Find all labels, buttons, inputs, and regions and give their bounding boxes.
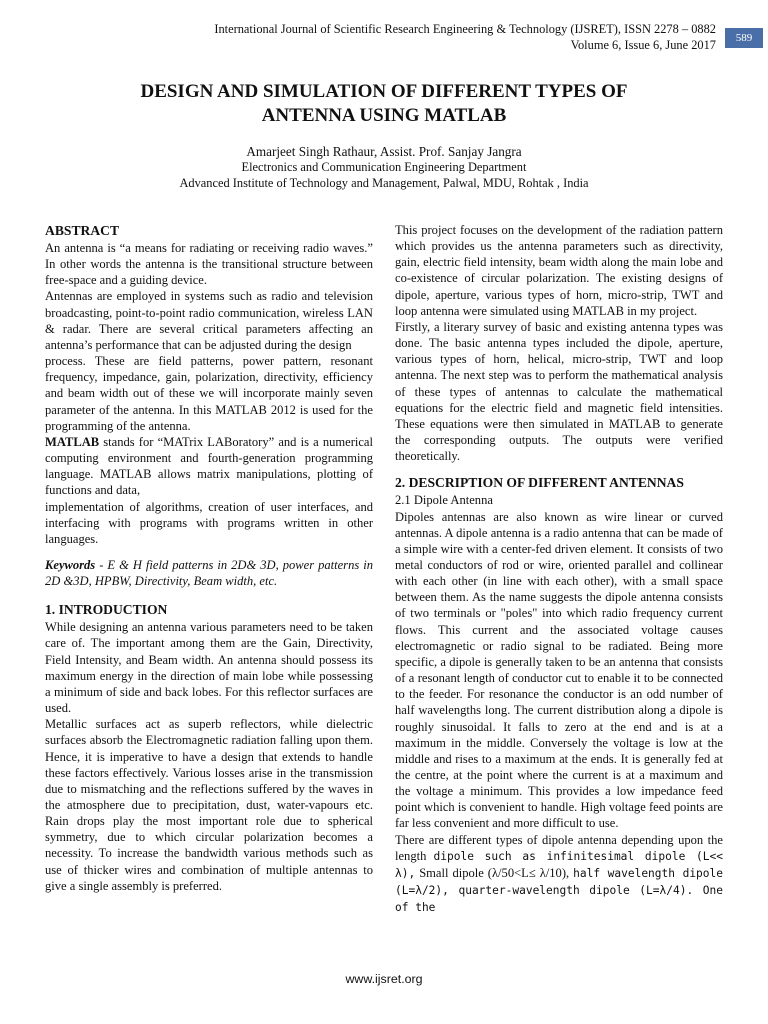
keywords-text: - E & H field patterns in 2D& 3D, power patterns in 2D &3D, HPBW, Directivity, Beam width, etc. — [45, 557, 373, 589]
affiliation-department: Electronics and Communication Engineering Department — [241, 160, 527, 174]
matlab-bold: MATLAB — [45, 434, 100, 449]
keywords — [45, 557, 373, 589]
footer-url[interactable]: www.ijsret.org — [345, 972, 423, 986]
abstract-paragraph-3: process. These are field patterns, power pattern, resonant frequency, impedance, gain, polarization, directivity, efficiency and beam width out of these we will incorporate mainly seven parameter of the antenna. In this MATLAB 2012 is used for the programming of the antenna. — [45, 354, 373, 433]
journal-header: International Journal of Scientific Research Engineering & Technology (IJSRET), ISSN 2278 – 0882 — [214, 22, 716, 36]
introduction-paragraph-1: While designing an antenna various parameters need to be taken care of. The important among them are the Gain, Directivity, Field Intensity, and Beam width. An antenna should possess its maximum energy in the direction of main lobe while possessing a minimum of side and back lobes. For this reflector surfaces are used. — [45, 620, 373, 716]
project-paragraph: This project focuses on the development of the radiation pattern which provides us the antenna parameters such as directivity, gain, electric field intensity, beam width along the main lobe and co-existence of circular polarization. The existing designs of dipole, aperture, various types of horn, micro-strip, TWT and loop antenna were simulated using MATLAB in my project. — [395, 223, 723, 318]
dipole-types-mid: Small dipole (λ/50<L≤ λ/10), — [415, 865, 574, 880]
abstract-paragraph-4 — [45, 434, 373, 499]
dipole-types-text: There are different types of dipole antenna depending upon the length — [395, 832, 723, 863]
introduction-paragraph-2: Metallic surfaces act as superb reflectors, while dielectric surfaces absorb the Electromagnetic radiation falling upon them. Hence, it is imperative to have a design that extends to handle these factors effectively. Various losses arise in the transmission due to mismatching and the reflections suffered by the waves in the atmosphere due to precipitation, dust, water-vapours etc. Rain drops play the most important role due to spherical symmetry, due to which circular polarization becomes a necessity. To increase the bandwidth various methods such as use of thicker wires and combination of multiple antennas to give a single assembly is preferred. — [45, 717, 373, 893]
page-number-badge: 589 — [725, 28, 763, 48]
title-line-1: DESIGN AND SIMULATION OF DIFFERENT TYPES OF — [140, 81, 628, 102]
subsection-2-1-heading: 2.1 Dipole Antenna — [395, 493, 493, 508]
title-line-2: ANTENNA USING MATLAB — [261, 105, 507, 126]
introduction-heading: 1. INTRODUCTION — [45, 602, 168, 618]
abstract-paragraph-5: implementation of algorithms, creation of user interfaces, and interfacing with programs with programs written in other languages. — [45, 499, 373, 546]
abstract-heading: ABSTRACT — [45, 223, 120, 238]
section-2-heading: 2. DESCRIPTION OF DIFFERENT ANTENNAS — [395, 475, 684, 491]
dipole-types-mono-1: dipole such as infinitesimal dipole (L<< λ), — [395, 849, 723, 880]
abstract-paragraph-4-text: stands for “MATrix LABoratory” and is a numerical computing environment and fourth-generation programming language. MATLAB allows matrix manipulations, plotting of functions and data, — [45, 434, 373, 498]
affiliation-institute: Advanced Institute of Technology and Management, Palwal, MDU, Rohtak , India — [179, 176, 589, 190]
dipole-paragraph: Dipoles antennas are also known as wire linear or curved antennas. A dipole antenna is a radio antenna that can be made of a simple wire with a center-fed driven element. It consists of two metal conductors of rod or wire, oriented parallel and collinear with each other (in line with each other), with a small space between them. As the name suggests the dipole antenna consists of two terminals or "poles" into which radio frequency current flows. This current and the associated voltage causes electromagnetic or radio signal to be radiated. Being more specific, a dipole is generally taken to be an antenna that consists of a resonant length of conductor cut to enable it to be connected to the feeder. For resonance the conductor is an odd number of half wavelengths long. The current distribution along a dipole is roughly sinusoidal. It falls to zero at the end and is at a maximum in the middle. Conversely the voltage is low at the middle and rises to a maximum at the ends. It is generally fed at the centre, at the point where the current is at a maximum and the voltage a minimum. This provides a low impedance feed point which is convenient to handle. High voltage feed points are far less convenient and more difficult to use. — [395, 509, 723, 831]
abstract-paragraph-2: Antennas are employed in systems such as radio and television broadcasting, point-to-point radio communication, wireless LAN & radar. There are several critical parameters affecting an antenna’s performance that can be adjusted during the design — [45, 289, 373, 352]
volume-issue: Volume 6, Issue 6, June 2017 — [570, 38, 716, 52]
dipole-types-paragraph — [395, 832, 723, 917]
keywords-label: Keywords — [45, 557, 96, 572]
dipole-types-mono-2: half wavelength dipole (L=λ/2), quarter-wavelength dipole (L=λ/4). One of the — [395, 866, 723, 915]
paper-title — [0, 80, 768, 128]
authors: Amarjeet Singh Rathaur, Assist. Prof. Sanjay Jangra — [246, 144, 522, 159]
survey-paragraph: Firstly, a literary survey of basic and existing antenna types was done. The basic antenna types included the dipole, aperture, various types of horn, helical, micro-strip, TWT and loop antenna. The next step was to perform the mathematical analysis of these types of antennas to calculate the mathematical equations for the electric field and magnetic field intensities. These equations were then simulated in MATLAB to generate the corresponding outputs. The outputs were verified theoretically. — [395, 319, 723, 464]
abstract-paragraph-1: An antenna is “a means for radiating or receiving radio waves.” In other words the antenna is the transitional structure between free-space and a guiding device. — [45, 241, 373, 288]
left-column — [45, 222, 373, 894]
right-column — [395, 222, 723, 916]
